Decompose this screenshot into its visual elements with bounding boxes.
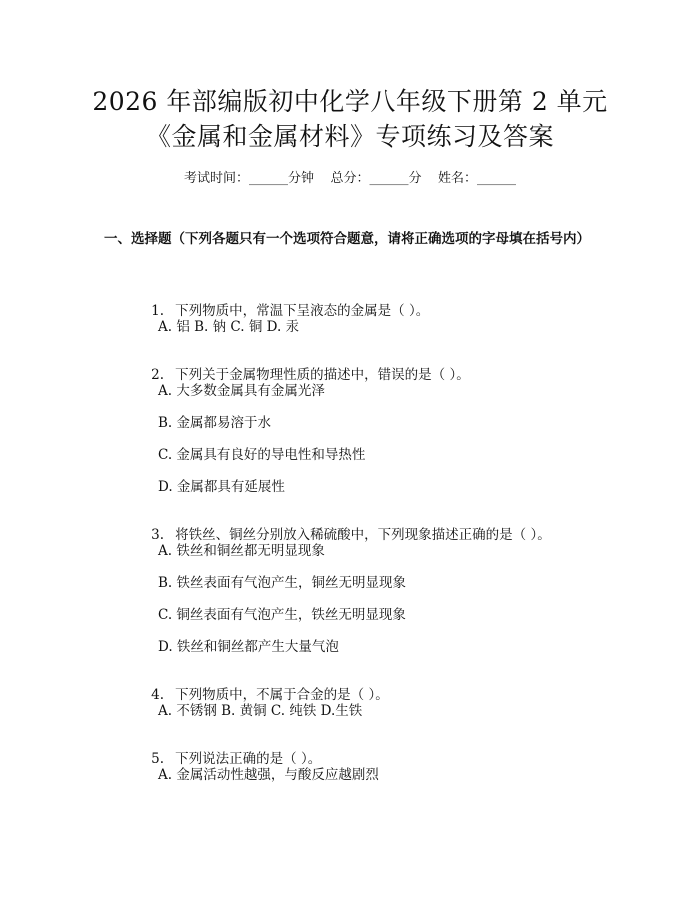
question-option: B. 铁丝表面有气泡产生，铜丝无明显现象 bbox=[158, 575, 407, 591]
question-text: 下列说法正确的是（ ）。 bbox=[175, 751, 322, 767]
question-option: A. 金属活动性越强，与酸反应越剧烈 bbox=[158, 767, 379, 783]
exam-meta: 考试时间：______分钟 总分：______分 姓名：______ bbox=[183, 171, 517, 186]
question-text: 下列物质中，常温下呈液态的金属是（ ）。 bbox=[175, 303, 430, 319]
question-option: A. 铝 B. 钠 C. 铜 D. 汞 bbox=[158, 319, 300, 335]
question-option: A. 大多数金属具有金属光泽 bbox=[158, 383, 325, 399]
question-number: 2. bbox=[151, 367, 165, 383]
title-line-2: 《金属和金属材料》专项练习及答案 bbox=[145, 122, 554, 151]
question-option: A. 铁丝和铜丝都无明显现象 bbox=[158, 543, 325, 559]
question-text: 将铁丝、铜丝分别放入稀硫酸中，下列现象描述正确的是（ ）。 bbox=[175, 527, 551, 543]
question-number: 1. bbox=[151, 303, 165, 319]
question-number: 5. bbox=[151, 751, 165, 767]
question-option: C. 铜丝表面有气泡产生，铁丝无明显现象 bbox=[158, 607, 406, 623]
section-heading: 一、选择题（下列各题只有一个选项符合题意，请将正确选项的字母填在括号内） bbox=[104, 231, 590, 247]
question-number: 4. bbox=[151, 687, 165, 703]
question-option: C. 金属具有良好的导电性和导热性 bbox=[158, 447, 366, 463]
question-option: D. 金属都具有延展性 bbox=[158, 479, 285, 495]
question-option: A. 不锈钢 B. 黄铜 C. 纯铁 D.生铁 bbox=[158, 703, 363, 719]
question-option: D. 铁丝和铜丝都产生大量气泡 bbox=[158, 639, 339, 655]
title-line-1: 2026 年部编版初中化学八年级下册第 2 单元 bbox=[92, 87, 608, 116]
question-text: 下列物质中，不属于合金的是（ ）。 bbox=[175, 687, 389, 703]
question-number: 3. bbox=[151, 527, 165, 543]
question-option: B. 金属都易溶于水 bbox=[158, 415, 272, 431]
question-text: 下列关于金属物理性质的描述中，错误的是（ ）。 bbox=[175, 367, 470, 383]
